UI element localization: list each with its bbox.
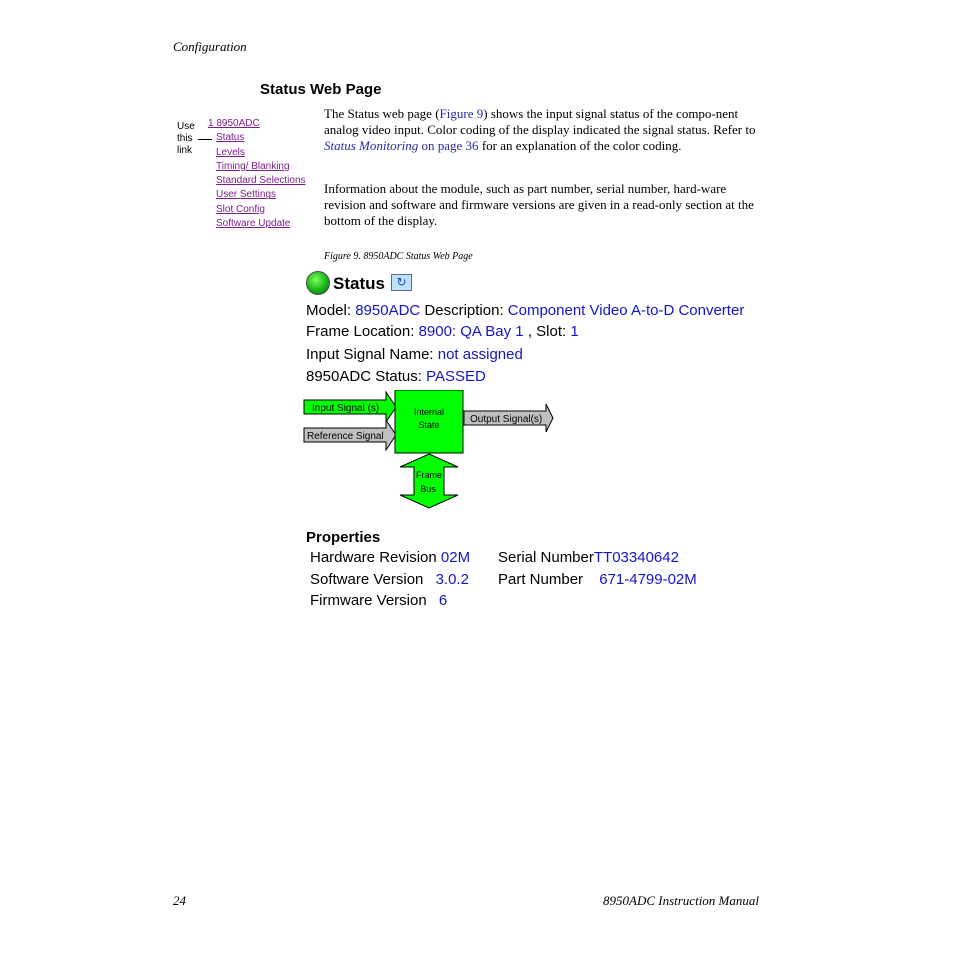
- firmware-version-label: Firmware Version: [310, 592, 427, 609]
- description-label: Description:: [424, 302, 504, 319]
- p1-text-b: ) shows the input signal status of the compo-nent analog video input. Color coding of the display indicated the signal status. Refer to: [324, 106, 756, 137]
- software-version-label: Software Version: [310, 571, 424, 588]
- serial-number-row: [498, 549, 679, 566]
- description-value: Component Video A-to-D Converter: [507, 302, 745, 319]
- input-signal-name-value: not assigned: [437, 346, 523, 363]
- use-label-line-3: link: [177, 145, 193, 156]
- frame-location-line: [306, 323, 579, 340]
- output-signal-label: Output Signal(s): [470, 414, 543, 425]
- section-title: Status Web Page: [260, 81, 382, 98]
- input-signal-label: Input Signal (s): [312, 403, 380, 414]
- manual-title: 8950ADC Instruction Manual: [603, 893, 759, 908]
- status-monitoring-link[interactable]: Status Monitoring: [324, 138, 419, 153]
- web-nav-list: [208, 117, 306, 231]
- nav-link-user-settings[interactable]: User Settings: [216, 189, 277, 201]
- status-page-title: Status: [333, 274, 385, 293]
- p1-text-c: for an explanation of the color coding.: [478, 138, 682, 153]
- model-line: [306, 302, 744, 319]
- running-header: Configuration: [173, 39, 247, 54]
- frame-location-label: Frame Location:: [306, 323, 415, 340]
- figure-9-link[interactable]: Figure 9: [439, 106, 484, 121]
- module-status-value: PASSED: [426, 368, 486, 385]
- serial-number-value: TT03340642: [593, 549, 679, 566]
- page-36-link[interactable]: on page 36: [418, 138, 479, 153]
- figure-caption: Figure 9. 8950ADC Status Web Page: [324, 251, 473, 262]
- firmware-version-row: [310, 592, 447, 609]
- input-signal-name-label: Input Signal Name:: [306, 346, 434, 363]
- internal-state-label-1: Internal: [413, 407, 445, 417]
- module-status-line: [306, 368, 486, 385]
- nav-link-status[interactable]: Status: [216, 132, 245, 144]
- internal-state-label-2: State: [418, 420, 440, 430]
- model-value: 8950ADC: [355, 302, 421, 319]
- slot-value: 1: [570, 323, 579, 340]
- software-version-row: [310, 571, 469, 588]
- hardware-revision-label: Hardware Revision: [310, 549, 437, 566]
- nav-link-timing-blanking[interactable]: Timing/ Blanking: [216, 160, 290, 172]
- info-paragraph: Information about the module, such as part number, serial number, hard-ware revision and software and firmware versions are given in a read-only section at the bottom of the display.: [324, 181, 754, 228]
- nav-link-software-update[interactable]: Software Update: [216, 218, 291, 230]
- use-label-line-1: Use: [177, 121, 195, 132]
- intro-paragraph: [324, 106, 760, 154]
- use-label-line-2: this: [177, 133, 193, 144]
- properties-title: Properties: [306, 529, 381, 546]
- signal-flow-diagram: [300, 390, 560, 512]
- nav-link-module[interactable]: 1 8950ADC: [208, 118, 260, 129]
- hardware-revision-row: [310, 549, 470, 566]
- refresh-icon[interactable]: ↻: [391, 274, 412, 291]
- part-number-row: [498, 571, 697, 588]
- input-signal-name-line: [306, 346, 523, 363]
- page-number: 24: [173, 893, 186, 908]
- slot-label: , Slot:: [527, 323, 567, 340]
- part-number-value: 671-4799-02M: [599, 571, 697, 588]
- nav-link-slot-config[interactable]: Slot Config: [216, 203, 265, 215]
- firmware-version-value: 6: [438, 592, 448, 609]
- status-led-icon: [306, 271, 330, 295]
- nav-link-standard-selections[interactable]: Standard Selections: [216, 175, 306, 187]
- hardware-revision-value: 02M: [440, 549, 471, 566]
- part-number-label: Part Number: [498, 571, 584, 588]
- frame-bus-arrow[interactable]: [400, 454, 458, 508]
- module-status-label: 8950ADC Status:: [306, 368, 422, 385]
- p1-text-a: The Status web page (: [324, 106, 440, 121]
- model-label: Model:: [306, 302, 352, 319]
- frame-location-value: 8900: QA Bay 1: [418, 323, 524, 340]
- serial-number-label: Serial Number: [498, 549, 594, 566]
- reference-signal-label: Reference Signal: [307, 431, 384, 442]
- nav-link-levels[interactable]: Levels: [216, 146, 245, 158]
- frame-bus-label-2: Bus: [420, 484, 436, 494]
- frame-bus-label-1: Frame: [415, 470, 443, 480]
- software-version-value: 3.0.2: [435, 571, 469, 588]
